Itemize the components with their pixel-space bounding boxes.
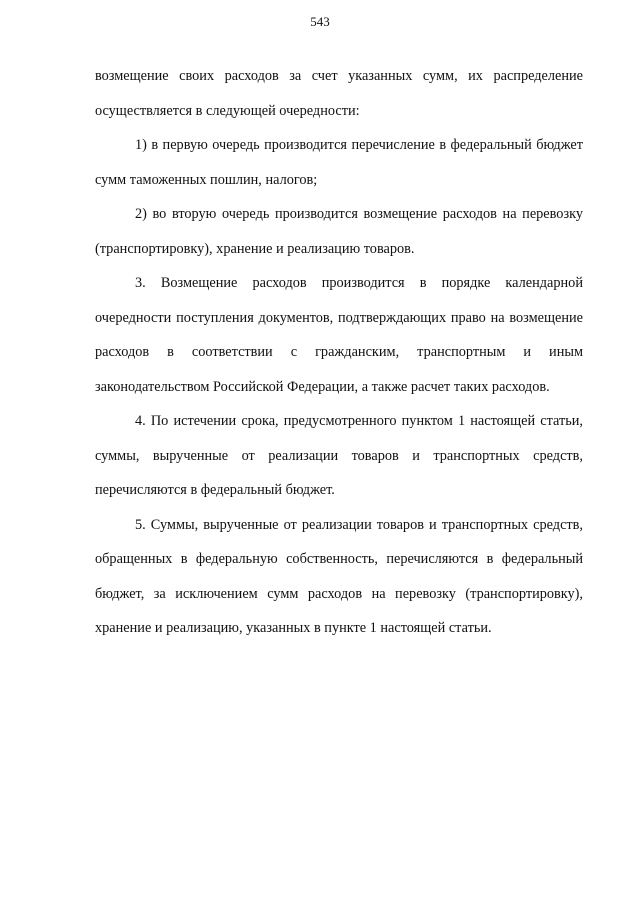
paragraph-continuation: возмещение своих расходов за счет указанных сумм, их распределение осуществляется в следующей очередности: [95, 68, 583, 119]
paragraph-clause-5: 5. Суммы, вырученные от реализации товаров и транспортных средств, обращенных в федеральную собственность, перечисляются в федеральный бюджет, за исключением сумм расходов на перевозку (транспортировку), хранение и реализацию, указанных в пункте 1 настоящей статьи. [95, 516, 583, 636]
body-text [95, 59, 583, 646]
paragraph-clause-4: 4. По истечении срока, предусмотренного пунктом 1 настоящей статьи, суммы, вырученные от реализации товаров и транспортных средств, перечисляются в федеральный бюджет. [95, 413, 583, 498]
paragraph-item-2: 2) во вторую очередь производится возмещение расходов на перевозку (транспортировку), хранение и реализацию товаров. [95, 206, 583, 257]
paragraph-item-1: 1) в первую очередь производится перечисление в федеральный бюджет сумм таможенных пошлин, налогов; [95, 137, 583, 188]
paragraph-clause-3: 3. Возмещение расходов производится в порядке календарной очередности поступления документов, подтверждающих право на возмещение расходов в соответствии с гражданским, транспортным и иным законодательством Российской Федерации, а также расчет таких расходов. [95, 275, 583, 395]
page-number: 543 [310, 14, 330, 29]
